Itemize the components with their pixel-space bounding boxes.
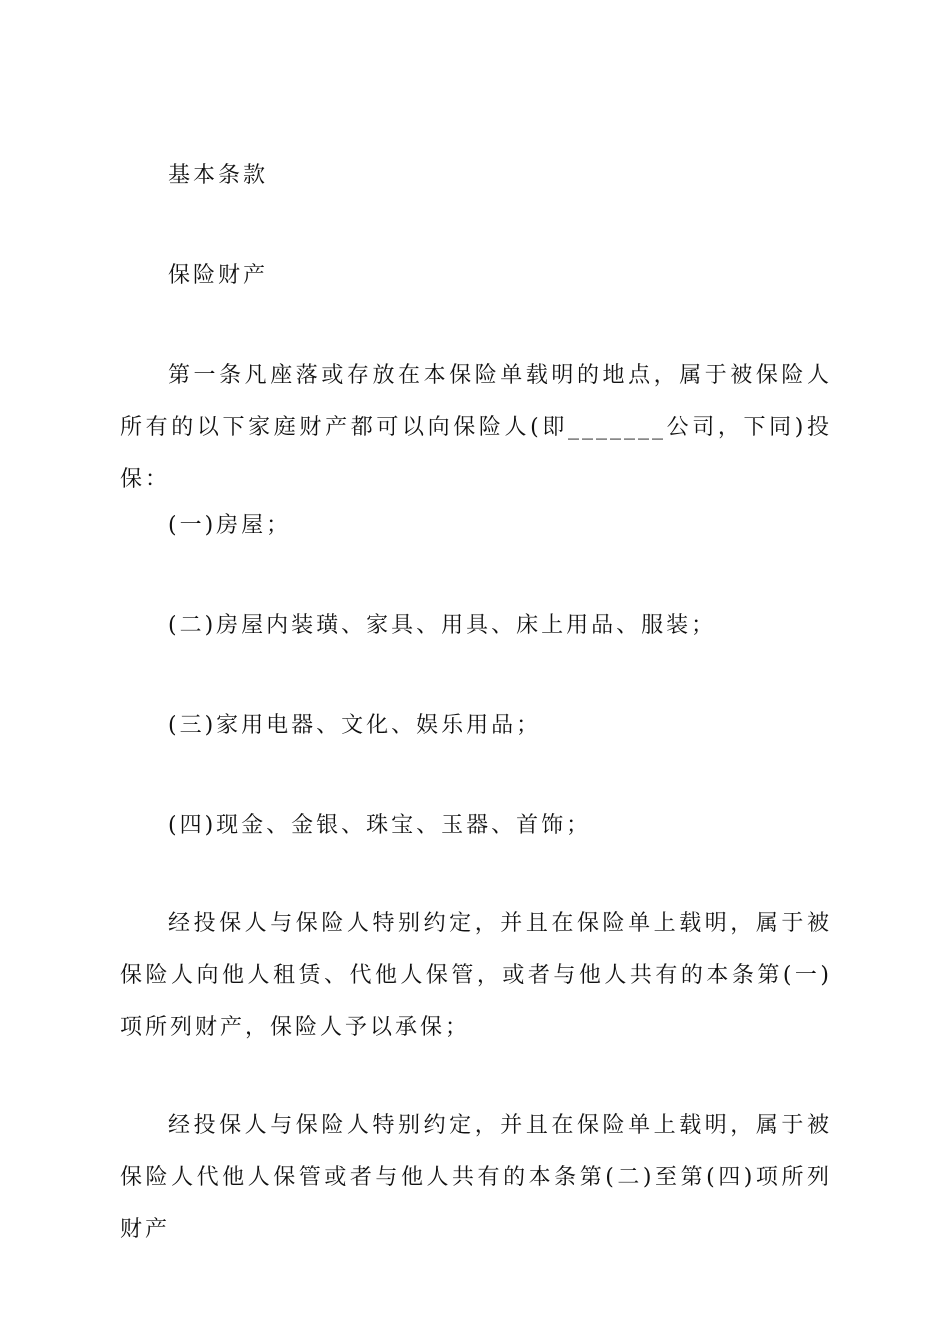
list-item-furnishings: (二)房屋内装璜、家具、用具、床上用品、服装； (168, 613, 717, 638)
list-item-valuables: (四)现金、金银、珠宝、玉器、首饰； (168, 813, 592, 838)
list-item-appliances: (三)家用电器、文化、娱乐用品； (168, 713, 542, 738)
article-one-paragraph: 第一条凡座落或存放在本保险单载明的地点，属于被保险人所有的以下家庭财产都可以向保险人(即_______公司，下同)投保： (120, 363, 832, 492)
list-item-house: (一)房屋； (168, 513, 292, 538)
special-agreement-paragraph-1: 经投保人与保险人特别约定，并且在保险单上载明，属于被保险人向他人租赁、代他人保管，或者与他人共有的本条第(一)项所列财产，保险人予以承保； (120, 911, 832, 1040)
heading-insured-property: 保险财产 (168, 263, 269, 288)
special-agreement-paragraph-2: 经投保人与保险人特别约定，并且在保险单上载明，属于被保险人代他人保管或者与他人共有的本条第(二)至第(四)项所列财产 (120, 1113, 832, 1242)
heading-basic-clauses: 基本条款 (168, 163, 269, 188)
